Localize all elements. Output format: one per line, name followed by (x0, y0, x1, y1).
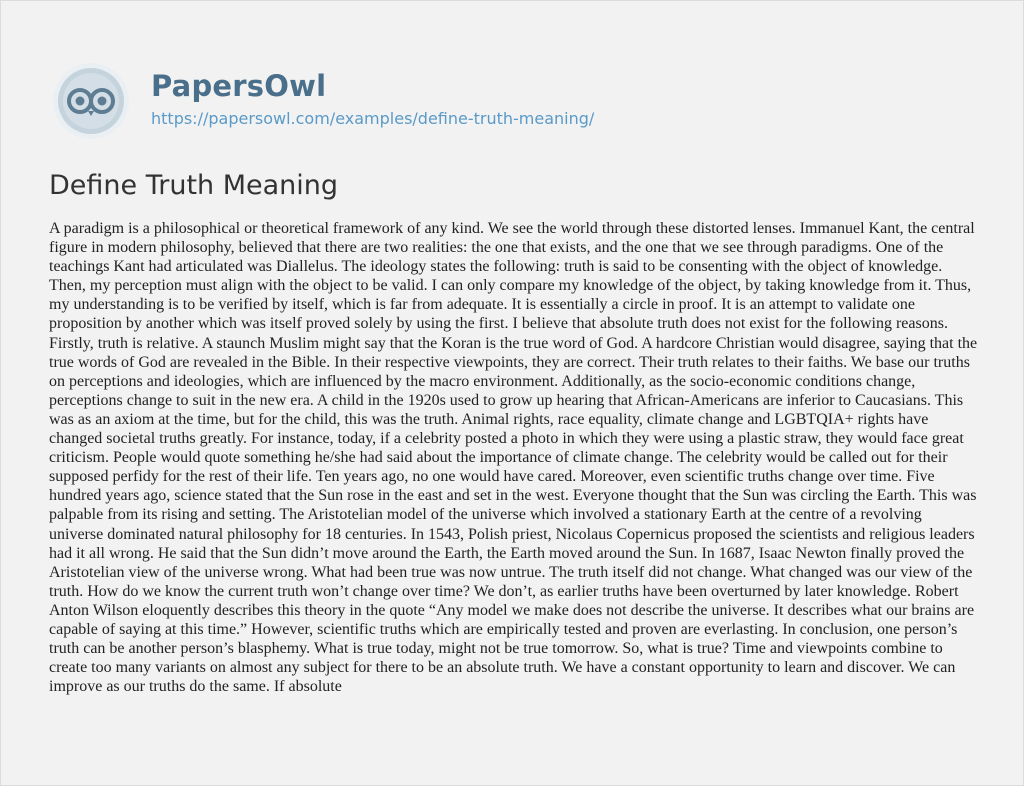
site-header (51, 61, 951, 141)
source-url-link[interactable]: https://papersowl.com/examples/define-truth-meaning/ (151, 109, 595, 128)
brand-name[interactable]: PapersOwl (151, 69, 327, 103)
document-title: Define Truth Meaning (49, 170, 339, 201)
owl-eyes-logo-icon (51, 61, 131, 141)
document-body: A paradigm is a philosophical or theoretical framework of any kind. We see the world through these distorted lenses. Immanuel Kant, the central figure in modern philosophy, believed that there are two realities: the one that exists, and the one that we see through paradigms. One of the teachings Kant had articulated was Diallelus. The ideology states the following: truth is said to be consenting with the object of knowledge. Then, my perception must align with the object to be valid. I can only compare my knowledge of the object, by taking knowledge from it. Thus, my understanding is to be verified by itself, which is far from adequate. It is essentially a circle in proof. It is an attempt to validate one proposition by another which was itself proved solely by using the first. I believe that absolute truth does not exist for the following reasons. Firstly, truth is relative. A staunch Muslim might say that the Koran is the true word of God. A hardcore Christian would disagree, saying that the true words of God are revealed in the Bible. In their respective viewpoints, they are correct. Their truth relates to their faiths. We base our truths on perceptions and ideologies, which are influenced by the macro environment. Additionally, as the socio-economic conditions change, perceptions change to suit in the new era. A child in the 1920s used to grow up hearing that African-Americans are inferior to Caucasians. This was as an axiom at the time, but for the child, this was the truth. Animal rights, race equality, climate change and LGBTQIA+ rights have changed societal truths greatly. For instance, today, if a celebrity posted a photo in which they were using a plastic straw, they would face great criticism. People would quote something he/she had said about the importance of climate change. The celebrity would be called out for their supposed perfidy for the rest of their life. Ten years ago, no one would have cared. Moreover, even scientific truths change over time. Five hundred years ago, science stated that the Sun rose in the east and set in the west. Everyone thought that the Sun was circling the Earth. This was palpable from its rising and setting. The Aristotelian model of the universe which involved a stationary Earth at the centre of a revolving universe dominated natural philosophy for 18 centuries. In 1543, Polish priest, Nicolaus Copernicus proposed the scientists and religious leaders had it all wrong. He said that the Sun didn’t move around the Earth, the Earth moved around the Sun. In 1687, Isaac Newton finally proved the Aristotelian view of the universe wrong. What had been true was now untrue. The truth itself did not change. What changed was our view of the truth. How do we know the current truth won’t change over time? We don’t, as earlier truths have been overturned by later knowledge. Robert Anton Wilson eloquently describes this theory in the quote “Any model we make does not describe the universe. It describes what our brains are capable of saying at this time.” However, scientific truths which are empirically tested and proven are everlasting. In conclusion, one person’s truth can be another person’s blasphemy. What is true today, might not be true tomorrow. So, what is true? Time and viewpoints combine to create too many variants on almost any subject for there to be an absolute truth. We have a constant opportunity to learn and discover. We can improve as our truths do the same. If absolute (49, 220, 978, 696)
